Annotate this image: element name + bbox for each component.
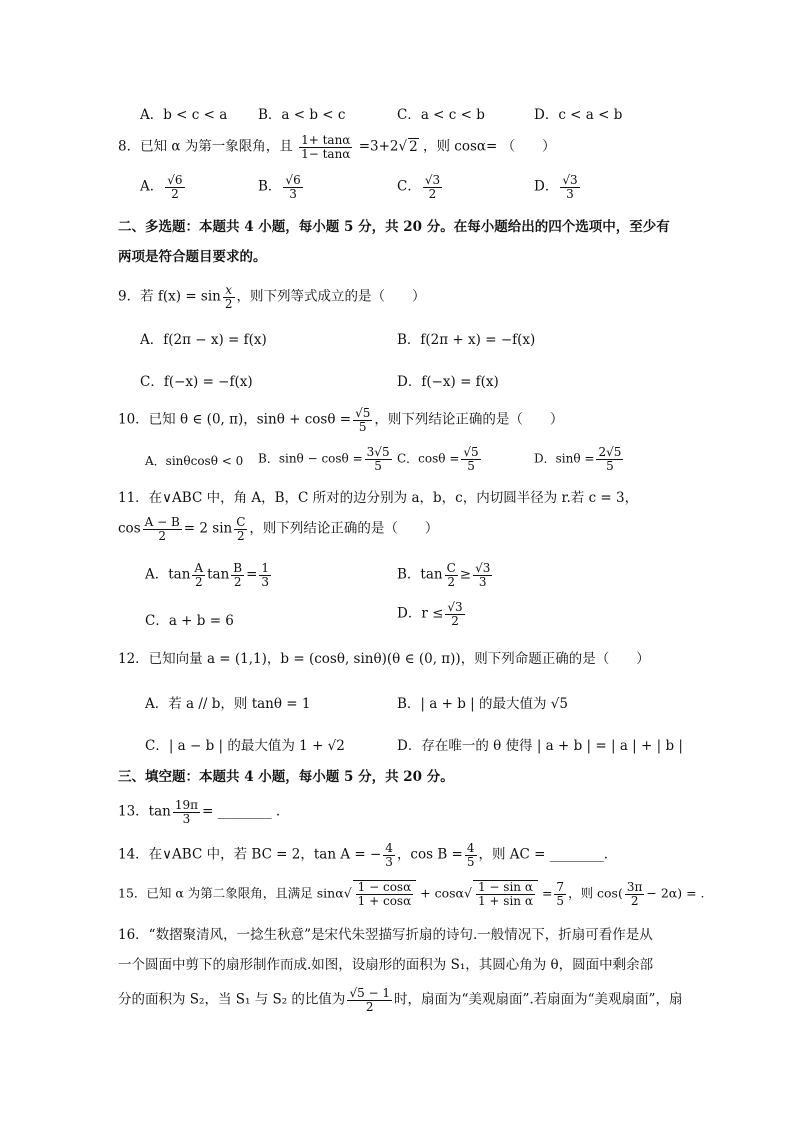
q12-stem: 12．已知向量 a = (1,1)，b = (cosθ, sinθ)(θ ∈ (0, π))，则下列命题正确的是（ ） [118,651,650,667]
q9-stem: 9．若 f(x) = sin $\frac{x}{2}$ ，则下列等式成立的是（ ） [118,283,426,311]
q10-option-c: C．cosθ = $\frac{√5}{5}$ [397,445,479,473]
q8-option-d: D． $\frac{√3}{3}$ [534,173,578,201]
q13-stem: 13．tan $\frac{19\pi}{3}$ = ________ . [118,798,281,826]
q16-line-3: 分的面积为 S₂，当 S₁ 与 S₂ 的比值为 $\frac{√5 - 1}{2}$ 时，扇面为“美观扇面”.若扇面为“美观扇面”，扇 [118,986,683,1014]
q11-option-b: B．tan $\frac{C}{2}$ ≥ $\frac{√3}{3}$ [397,561,491,589]
q7-option-c: C．a < c < b [397,107,485,123]
q9-option-d: D．f(−x) = f(x) [397,374,499,390]
q9-option-c: C．f(−x) = −f(x) [140,374,253,390]
q12-option-c: C．| a − b | 的最大值为 1 + √2 [145,738,345,754]
section-3-heading: 三、填空题：本题共 4 小题，每小题 5 分，共 20 分。 [118,769,454,785]
q8-option-b: B． $\frac{√6}{3}$ [258,173,301,201]
q7-option-b: B．a < b < c [258,107,346,123]
q7-option-d: D．c < a < b [534,107,623,123]
q14-stem: 14．在∨ABC 中，若 BC = 2，tan A = − $\frac{4}{3}$ ，cos B = $\frac{4}{5}$ ，则 AC = ________. [118,841,609,869]
q8-option-a: A． $\frac{√6}{2}$ [140,173,183,201]
q15-stem: 15．已知 α 为第二象限角，且满足 sinα√ $\frac{1 - \cos\alpha}{1 + \cos\alpha}$ + cosα√ $\frac{\text{1 − sin α}}{\text{1 + sin α}}$ = $\frac{7}{5}$ ，则 cos( $\frac{3\pi}{2}$ − 2α) = . [118,880,705,908]
q9-option-b: B．f(2π + x) = −f(x) [397,332,536,348]
q10-option-b: B．sinθ − cosθ = $\frac{3√5}{5}$ [258,445,390,473]
q11-option-a: A．tan $\frac{A}{2}$ tan $\frac{B}{2}$ = $\frac{1}{3}$ [145,561,270,589]
q12-option-a: A．若 a // b，则 tanθ = 1 [145,696,311,712]
q12-option-b: B．| a + b | 的最大值为 √5 [397,696,568,712]
q10-stem: 10．已知 θ ∈ (0, π)，sinθ + cosθ = $\frac{√5}{5}$ ，则下列结论正确的是（ ） [118,406,564,434]
q7-option-a: A．b < c < a [140,107,228,123]
q11-condition: cos $\frac{A - B}{2}$ = 2 sin $\frac{C}{2}$ ，则下列结论正确的是（ ） [118,515,439,543]
q10-option-d: D．sinθ = $\frac{2√5}{5}$ [534,445,622,473]
q16-line-1: 16．“数摺聚清风，一捻生秋意”是宋代朱翌描写折扇的诗句.一般情况下，折扇可看作是从 [118,927,653,943]
q12-option-d: D．存在唯一的 θ 使得 | a + b | = | a | + | b | [397,738,683,754]
q11-option-c: C．a + b = 6 [145,613,234,629]
q10-option-a: A．sinθcosθ < 0 [145,454,244,468]
q11-option-d: D．r ≤ $\frac{√3}{2}$ [397,600,463,628]
section-2-heading-cont: 两项是符合题目要求的。 [118,249,267,265]
q9-option-a: A．f(2π − x) = f(x) [140,332,267,348]
q8-stem: 8．已知 α 为第一象限角，且 $\frac{1+ \tan\alpha}{1- \tan\alpha}$ =3+2√ 2 ，则 cosα= （ ） [118,133,556,161]
q11-stem: 11．在∨ABC 中，角 A，B，C 所对的边分别为 a，b，c，内切圆半径为 r.若 c = 3， [118,490,639,506]
section-2-heading: 二、多选题：本题共 4 小题，每小题 5 分，共 20 分。在每小题给出的四个选项中，至少有 [118,219,670,235]
q16-line-2: 一个圆面中剪下的扇形制作而成.如图，设扇形的面积为 S₁，其圆心角为 θ，圆面中剩余部 [118,957,654,973]
q8-option-c: C． $\frac{√3}{2}$ [397,173,441,201]
